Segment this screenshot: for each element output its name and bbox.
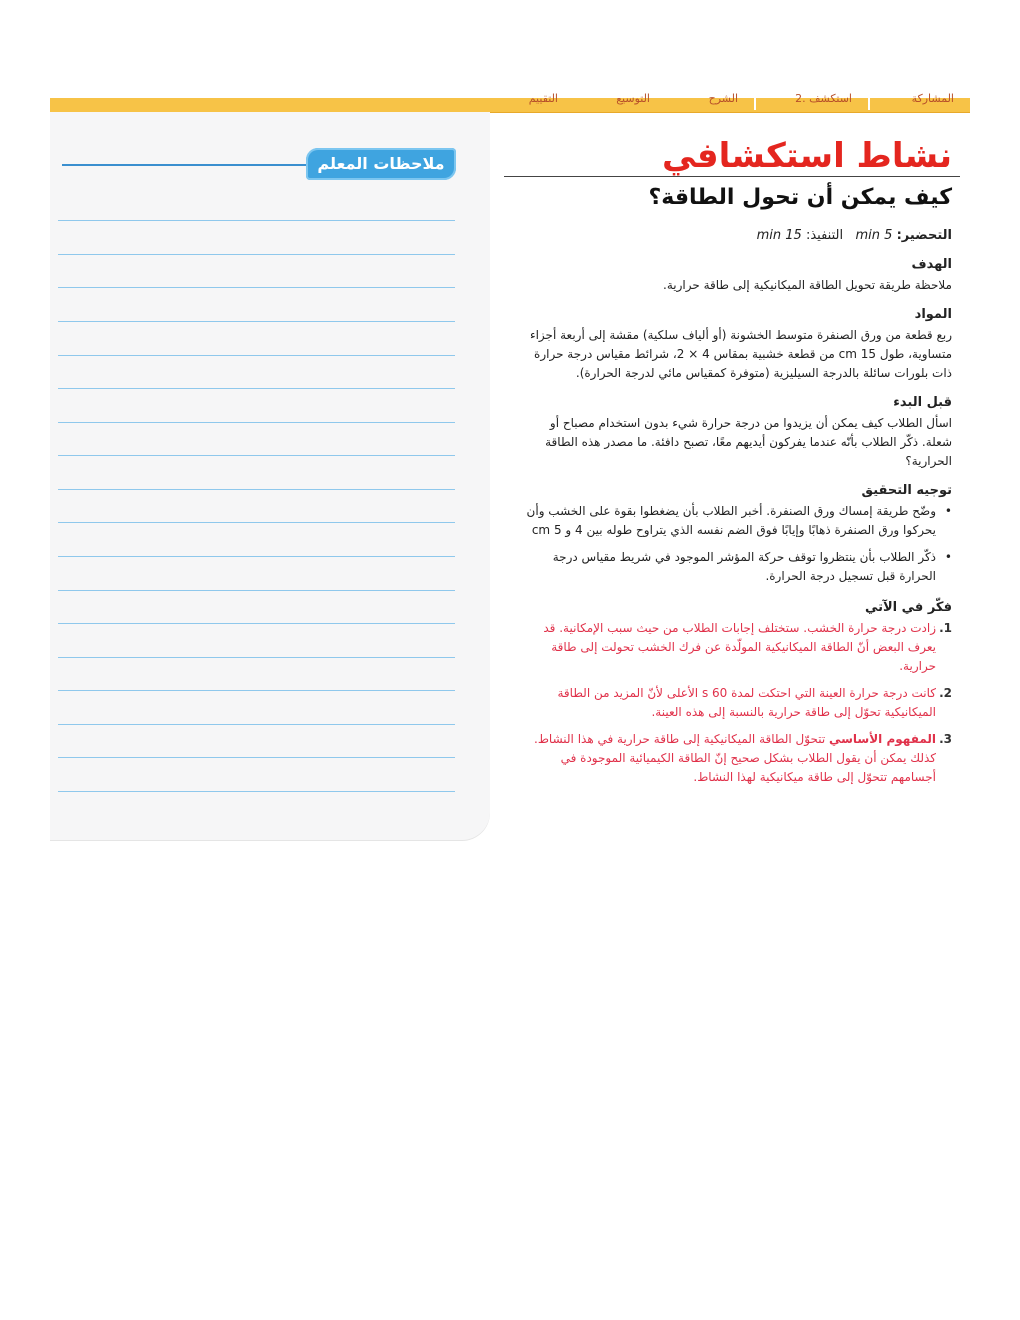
note-line[interactable] [58, 690, 455, 691]
note-line[interactable] [58, 220, 455, 221]
note-line[interactable] [58, 791, 455, 792]
exec-label: التنفيذ: [805, 228, 844, 243]
nav-tab-explain[interactable]: الشرح [708, 92, 738, 105]
think-item-text: زادت درجة حرارة الخشب. ستختلف إجابات الطلاب من حيث سبب الإمكانية. قد يعرف البعض أنّ الطاقة الميكانيكية المولّدة عن فرك الخشب تحولت إلى طاقة حرارية. [543, 621, 936, 673]
think-item [520, 684, 952, 722]
guide-list [520, 502, 952, 586]
notes-title-rule [62, 164, 308, 166]
think-item-text: كانت درجة حرارة العينة التي احتكت لمدة 60 s الأعلى لأنّ المزيد من الطاقة الميكانيكية تحوّل إلى طاقة حرارية بالنسبة إلى هذه العينة. [557, 686, 936, 719]
activity-timing [520, 228, 952, 243]
note-line[interactable] [58, 657, 455, 658]
think-list [520, 619, 952, 787]
think-item-keyword: المفهوم الأساسي [828, 732, 936, 746]
note-line[interactable] [58, 757, 455, 758]
goal-text: ملاحظة طريقة تحويل الطاقة الميكانيكية إلى طاقة حرارية. [663, 278, 952, 292]
prep-time: 5 min [855, 228, 893, 243]
nav-tab-evaluate[interactable]: التقييم [528, 92, 558, 105]
note-line[interactable] [58, 321, 455, 322]
think-item [520, 619, 952, 676]
teacher-notes-panel [50, 112, 490, 840]
note-line[interactable] [58, 556, 455, 557]
nav-tab-engage[interactable]: المشاركة [911, 92, 954, 105]
think-item-number: 1. [939, 621, 952, 635]
guide-item: • وضّح طريقة إمساك ورق الصنفرة. أخبر الطلاب بأن يضغطوا بقوة على الخشب وأن يحركوا ورق الصنفرة ذهابًا وإيابًا فوق الضم نفسه الذي يتراوح طوله بين 4 و 5 cm [520, 502, 952, 540]
think-heading: فكّر في الآتي [864, 600, 952, 615]
note-line[interactable] [58, 422, 455, 423]
activity-content [520, 136, 952, 795]
nav-tab-elaborate[interactable]: التوسيع [616, 92, 650, 105]
think-item [520, 730, 952, 787]
heading-rule [504, 176, 960, 177]
guide-item: • ذكّر الطلاب بأن ينتظروا توقف حركة المؤشر الموجود في شريط مقياس درجة الحرارة قبل تسجيل درجة الحرارة. [520, 548, 952, 586]
materials-heading: المواد [914, 307, 952, 322]
note-line[interactable] [58, 522, 455, 523]
teacher-notes-title: ملاحظات المعلم [306, 148, 456, 180]
nav-tab-explore[interactable]: 2. استكشف [795, 92, 852, 105]
nav-separator [868, 96, 870, 110]
materials-text: ربع قطعة من ورق الصنفرة متوسط الخشونة (أو ألياف سلكية) مقشة إلى أربعة أجزاء متساوية، طول 15 cm من قطعة خشبية بمقاس 4 × 2، شرائط مقياس درجة حرارة ذات بلورات سائلة بالدرجة السيليزية (متوفرة كمقياس مائي لدرجة الحرارة). [529, 328, 952, 380]
think-item-number: 3. [939, 732, 952, 746]
before-heading: قبل البدء [893, 395, 952, 410]
before-text: اسأل الطلاب كيف يمكن أن يزيدوا من درجة حرارة شيء بدون استخدام مصباح أو شعلة. ذكّر الطلاب بأنّه عندما يفركون أيديهم معًا، تصبح دافئة. ما مصدر هذه الطاقة الحرارية؟ [545, 416, 952, 468]
note-line[interactable] [58, 388, 455, 389]
think-item-number: 2. [939, 686, 952, 700]
section-nav-bar [50, 92, 970, 113]
activity-heading: نشاط استكشافي [661, 136, 952, 176]
note-line[interactable] [58, 724, 455, 725]
note-line[interactable] [58, 489, 455, 490]
exec-time: 15 min [756, 228, 802, 243]
activity-question: كيف يمكن أن تحول الطاقة؟ [648, 185, 952, 210]
note-line[interactable] [58, 287, 455, 288]
goal-heading: الهدف [911, 257, 952, 272]
note-line[interactable] [58, 254, 455, 255]
nav-separator [754, 96, 756, 110]
note-line[interactable] [58, 623, 455, 624]
guide-heading: توجيه التحقيق [861, 483, 952, 498]
think-item-text: تتحوّل الطاقة الميكانيكية إلى طاقة حرارية في هذا النشاط. كذلك يمكن أن يقول الطلاب بشكل صحيح إنّ الطاقة الكيميائية الموجودة في أجسامهم تتحوّل إلى طاقة ميكانيكية لهذا النشاط. [534, 732, 936, 784]
prep-label: التحضير: [896, 228, 952, 243]
note-line[interactable] [58, 590, 455, 591]
note-line[interactable] [58, 455, 455, 456]
note-line[interactable] [58, 355, 455, 356]
